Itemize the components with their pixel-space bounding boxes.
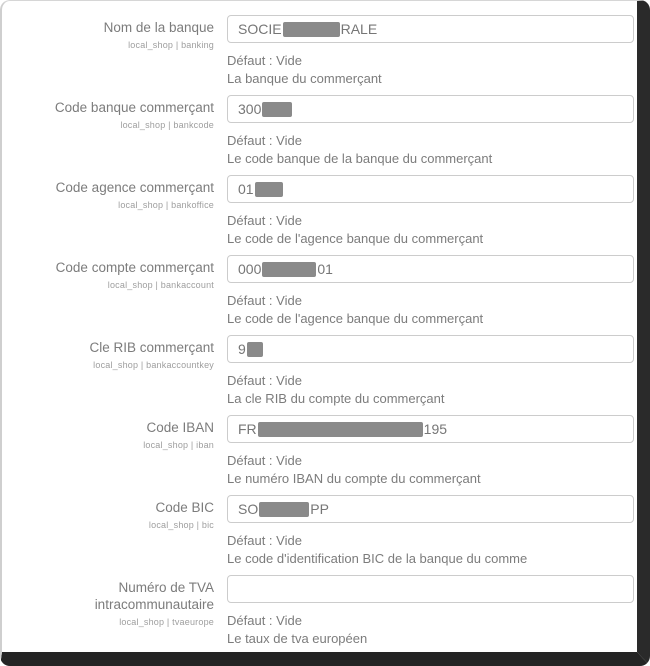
default-value-text: Défaut : Vide bbox=[227, 53, 302, 68]
field-cell bbox=[227, 15, 634, 88]
field-description: Le numéro IBAN du compte du commerçant bbox=[227, 471, 481, 486]
default-value-text: Défaut : Vide bbox=[227, 453, 302, 468]
label-cell bbox=[6, 335, 214, 408]
label-cell bbox=[6, 575, 214, 648]
default-value-text: Défaut : Vide bbox=[227, 373, 302, 388]
field-description: Le code banque de la banque du commerçant bbox=[227, 151, 493, 166]
input-value-suffix: 01 bbox=[317, 261, 333, 277]
input-value-suffix: 195 bbox=[423, 421, 448, 437]
form-row bbox=[6, 175, 637, 248]
label-cell bbox=[6, 495, 214, 568]
field-description: La cle RIB du compte du commerçant bbox=[227, 391, 445, 406]
field-config-key: local_shop | banking bbox=[128, 39, 214, 50]
field-cell bbox=[227, 335, 634, 408]
field-cell bbox=[227, 575, 634, 648]
text-input[interactable] bbox=[227, 335, 634, 363]
field-label: Code IBAN bbox=[146, 420, 214, 435]
field-config-key: local_shop | bankoffice bbox=[118, 199, 214, 210]
text-input[interactable] bbox=[227, 495, 634, 523]
field-config-key: local_shop | bankaccountkey bbox=[93, 359, 214, 370]
redaction-box bbox=[262, 102, 292, 117]
label-cell bbox=[6, 95, 214, 168]
field-config-key: local_shop | tvaeurope bbox=[119, 616, 214, 627]
field-label: Cle RIB commerçant bbox=[89, 340, 214, 355]
field-description: Le code de l'agence banque du commerçant bbox=[227, 311, 484, 326]
field-label: Nom de la banque bbox=[103, 20, 214, 35]
field-cell bbox=[227, 415, 634, 488]
input-value-prefix: 01 bbox=[238, 181, 254, 197]
field-description: Le taux de tva européen bbox=[227, 631, 368, 646]
redaction-box bbox=[258, 422, 423, 437]
text-input[interactable] bbox=[227, 255, 634, 283]
redaction-box bbox=[255, 182, 283, 197]
default-value-text: Défaut : Vide bbox=[227, 613, 302, 628]
text-input[interactable] bbox=[227, 95, 634, 123]
field-config-key: local_shop | bankcode bbox=[120, 119, 214, 130]
default-value-text: Défaut : Vide bbox=[227, 533, 302, 548]
label-cell bbox=[6, 415, 214, 488]
field-description: Le code de l'agence banque du commerçant bbox=[227, 231, 484, 246]
input-value-prefix: 000 bbox=[238, 261, 262, 277]
field-description: La banque du commerçant bbox=[227, 71, 382, 86]
redaction-box bbox=[247, 342, 263, 357]
input-value-prefix: 9 bbox=[238, 341, 246, 357]
form-row bbox=[6, 15, 637, 88]
input-value-suffix: RALE bbox=[340, 21, 378, 37]
field-cell bbox=[227, 95, 634, 168]
label-cell bbox=[6, 175, 214, 248]
bank-settings-form bbox=[2, 1, 637, 648]
form-row bbox=[6, 495, 637, 568]
default-value-text: Défaut : Vide bbox=[227, 133, 302, 148]
text-input[interactable] bbox=[227, 415, 634, 443]
text-input[interactable] bbox=[227, 15, 634, 43]
field-label: Code compte commerçant bbox=[55, 260, 214, 275]
redaction-box bbox=[262, 262, 316, 277]
field-label: Code BIC bbox=[155, 500, 214, 515]
field-config-key: local_shop | iban bbox=[143, 439, 214, 450]
input-value-suffix: PP bbox=[310, 501, 329, 517]
form-row bbox=[6, 255, 637, 328]
text-input[interactable] bbox=[227, 575, 634, 603]
default-value-text: Défaut : Vide bbox=[227, 213, 302, 228]
input-value-prefix: FR bbox=[238, 421, 257, 437]
form-row bbox=[6, 575, 637, 648]
field-label: Code agence commerçant bbox=[55, 180, 214, 195]
redaction-box bbox=[283, 22, 340, 37]
form-row bbox=[6, 95, 637, 168]
label-cell bbox=[6, 15, 214, 88]
default-value-text: Défaut : Vide bbox=[227, 293, 302, 308]
redaction-box bbox=[259, 502, 309, 517]
input-value-prefix: SO bbox=[238, 501, 259, 517]
form-row bbox=[6, 415, 637, 488]
label-cell bbox=[6, 255, 214, 328]
field-cell bbox=[227, 255, 634, 328]
field-cell bbox=[227, 175, 634, 248]
field-config-key: local_shop | bankaccount bbox=[107, 279, 214, 290]
form-row bbox=[6, 335, 637, 408]
text-input[interactable] bbox=[227, 175, 634, 203]
field-label: Numéro de TVA intracommunautaire bbox=[94, 580, 214, 612]
field-cell bbox=[227, 495, 634, 568]
input-value-prefix: 300 bbox=[238, 101, 262, 117]
field-label: Code banque commerçant bbox=[54, 100, 214, 115]
field-config-key: local_shop | bic bbox=[148, 519, 214, 530]
input-value-prefix: SOCIE bbox=[238, 21, 282, 37]
field-description: Le code d'identification BIC de la banque du comme bbox=[227, 551, 528, 566]
